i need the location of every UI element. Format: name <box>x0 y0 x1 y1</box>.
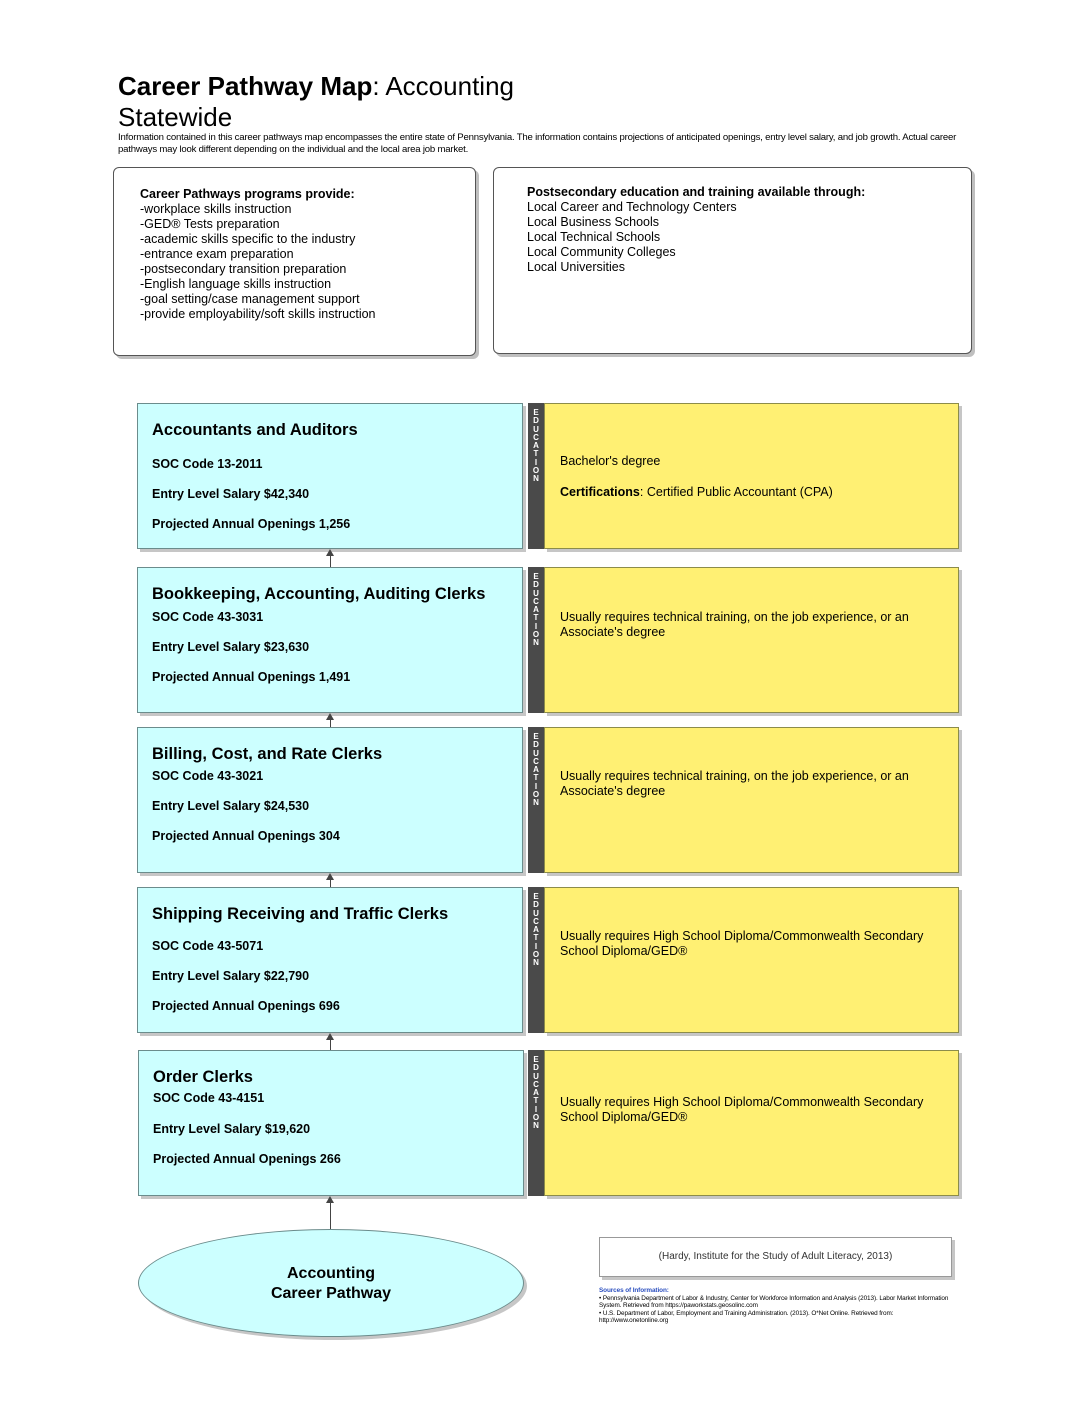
entry-salary: Entry Level Salary $42,340 <box>152 487 310 501</box>
strip-letter: N <box>533 798 539 808</box>
postsecondary-item: Local Career and Technology Centers <box>527 200 737 214</box>
program-item: -provide employability/soft skills instruction <box>140 307 376 321</box>
programs-box <box>113 167 476 356</box>
strip-letter: A <box>533 441 539 451</box>
strip-letter: N <box>533 958 539 968</box>
job-title: Shipping Receiving and Traffic Clerks <box>152 905 449 923</box>
education-strip <box>528 1050 544 1196</box>
pathway-label-line1: Accounting <box>287 1265 375 1282</box>
program-item: -GED® Tests preparation <box>140 217 280 231</box>
program-item: -postsecondary transition preparation <box>140 262 347 276</box>
strip-letter: D <box>533 1063 539 1073</box>
title-rest: : Accounting <box>372 71 514 101</box>
education-box-billing <box>544 727 959 873</box>
education-strip <box>528 887 544 1033</box>
strip-letter: I <box>534 457 538 467</box>
strip-letter: U <box>533 908 539 918</box>
education-box-order-clerks <box>544 1050 959 1196</box>
source-item: • U.S. Department of Labor, Employment and Training Administration. (2013). O*Net Online. Retrieved from: http://www.onetonline.org <box>599 1309 894 1325</box>
strip-letter: U <box>533 748 539 758</box>
strip-letter: E <box>533 408 539 417</box>
education-requirement: Usually requires High School Diploma/Commonwealth Secondary School Diploma/GED® <box>560 1095 924 1124</box>
strip-letter: U <box>533 588 539 598</box>
program-item: -goal setting/case management support <box>140 292 360 306</box>
job-box-accountants <box>137 403 523 549</box>
connector-line <box>330 555 331 567</box>
strip-letter: O <box>532 466 540 476</box>
annual-openings: Projected Annual Openings 696 <box>152 999 340 1013</box>
programs-heading: Career Pathways programs provide: <box>140 187 355 201</box>
strip-letter: U <box>533 1071 539 1081</box>
program-item: -academic skills specific to the industry <box>140 232 356 246</box>
pathway-label-line2: Career Pathway <box>270 1285 392 1302</box>
strip-letter: O <box>532 1113 540 1123</box>
entry-salary: Entry Level Salary $22,790 <box>152 969 310 983</box>
strip-letter: A <box>533 1088 539 1098</box>
education-box-accountants <box>544 403 959 549</box>
page-title <box>118 70 514 102</box>
strip-letter: T <box>533 933 539 943</box>
soc-code: SOC Code 43-3031 <box>152 610 264 624</box>
strip-letter: A <box>533 765 539 775</box>
program-item: -English language skills instruction <box>140 277 332 291</box>
education-requirement: Usually requires technical training, on the job experience, or an Associate's degree <box>560 769 909 798</box>
education-requirement: Usually requires technical training, on the job experience, or an Associate's degree <box>560 610 909 639</box>
annual-openings: Projected Annual Openings 304 <box>152 829 340 843</box>
job-title: Accountants and Auditors <box>152 421 358 439</box>
strip-letter: O <box>532 950 540 960</box>
job-box-billing <box>137 727 523 873</box>
strip-letter: T <box>533 1096 539 1106</box>
job-title: Order Clerks <box>153 1068 253 1086</box>
strip-letter: E <box>533 572 539 581</box>
strip-letter: I <box>534 941 538 951</box>
education-strip <box>528 567 544 713</box>
pathway-label <box>139 1264 523 1304</box>
job-box-shipping <box>137 887 523 1033</box>
certifications <box>560 485 930 500</box>
strip-letter: E <box>533 892 539 901</box>
strip-letter: T <box>533 449 539 459</box>
strip-letter: C <box>533 916 539 926</box>
strip-letter: O <box>532 630 540 640</box>
strip-letter: N <box>533 474 539 484</box>
strip-letter: T <box>533 613 539 623</box>
annual-openings: Projected Annual Openings 1,256 <box>152 517 351 531</box>
soc-code: SOC Code 43-5071 <box>152 939 264 953</box>
postsecondary-item: Local Community Colleges <box>527 245 676 259</box>
source-item: • Pennsylvania Department of Labor & Industry, Center for Workforce Information and Analysis (2013). Labor Market Information System. Retrieved from https://paworkstats.geosolinc.com <box>599 1294 949 1310</box>
soc-code: SOC Code 43-3021 <box>152 769 264 783</box>
education-strip <box>528 727 544 873</box>
soc-code: SOC Code 13-2011 <box>152 457 263 471</box>
strip-letter: U <box>533 424 539 434</box>
entry-salary: Entry Level Salary $24,530 <box>152 799 310 813</box>
connector-line <box>330 1039 331 1050</box>
strip-letter: E <box>533 1055 539 1064</box>
education-box-bookkeeping <box>544 567 959 713</box>
program-item: -entrance exam preparation <box>140 247 294 261</box>
strip-letter: C <box>533 432 539 442</box>
strip-letter: A <box>533 605 539 615</box>
job-box-bookkeeping <box>137 567 523 713</box>
strip-letter: I <box>534 621 538 631</box>
citation-box: (Hardy, Institute for the Study of Adult Literacy, 2013) <box>599 1237 952 1277</box>
intro-text: Information contained in this career pathways map encompasses the entire state of Pennsylvania. The information contains projections of anticipated openings, entry level salary, and job growth. Actual career pathways may look different depending on the individual and the local area job market. <box>118 132 957 155</box>
sources-block <box>599 1287 949 1325</box>
connector-line <box>330 1202 331 1229</box>
postsecondary-heading: Postsecondary education and training available through: <box>527 185 866 199</box>
postsecondary-item: Local Technical Schools <box>527 230 661 244</box>
job-box-order-clerks <box>138 1050 524 1196</box>
strip-letter: D <box>533 580 539 590</box>
pathway-oval <box>138 1229 524 1337</box>
page-subtitle: Statewide <box>118 102 233 132</box>
strip-letter: D <box>533 416 539 426</box>
education-strip <box>528 403 544 549</box>
program-item: -workplace skills instruction <box>140 202 292 216</box>
strip-letter: O <box>532 790 540 800</box>
entry-salary: Entry Level Salary $19,620 <box>153 1122 311 1136</box>
strip-letter: T <box>533 773 539 783</box>
strip-letter: I <box>534 781 538 791</box>
strip-letter: E <box>533 732 539 741</box>
education-requirement: Usually requires High School Diploma/Commonwealth Secondary School Diploma/GED® <box>560 929 924 958</box>
strip-letter: D <box>533 740 539 750</box>
job-title: Bookkeeping, Accounting, Auditing Clerks <box>152 585 486 603</box>
entry-salary: Entry Level Salary $23,630 <box>152 640 310 654</box>
certifications-text: : Certified Public Accountant (CPA) <box>639 485 833 499</box>
strip-letter: I <box>534 1104 538 1114</box>
annual-openings: Projected Annual Openings 1,491 <box>152 670 351 684</box>
strip-letter: N <box>533 638 539 648</box>
title-bold: Career Pathway Map <box>118 71 373 101</box>
postsecondary-box <box>493 167 972 354</box>
connector-line <box>330 719 331 727</box>
certifications-label: Certifications <box>560 485 640 499</box>
education-box-shipping <box>544 887 959 1033</box>
postsecondary-item: Local Universities <box>527 260 625 274</box>
annual-openings: Projected Annual Openings 266 <box>153 1152 341 1166</box>
strip-letter: A <box>533 925 539 935</box>
strip-letter: C <box>533 596 539 606</box>
job-title: Billing, Cost, and Rate Clerks <box>152 745 383 763</box>
postsecondary-item: Local Business Schools <box>527 215 660 229</box>
education-requirement: Bachelor's degree <box>560 454 661 468</box>
strip-letter: D <box>533 900 539 910</box>
soc-code: SOC Code 43-4151 <box>153 1091 265 1105</box>
connector-line <box>330 879 331 887</box>
strip-letter: C <box>533 1079 539 1089</box>
strip-letter: N <box>533 1121 539 1131</box>
strip-letter: C <box>533 756 539 766</box>
sources-heading: Sources of Information: <box>599 1287 669 1294</box>
